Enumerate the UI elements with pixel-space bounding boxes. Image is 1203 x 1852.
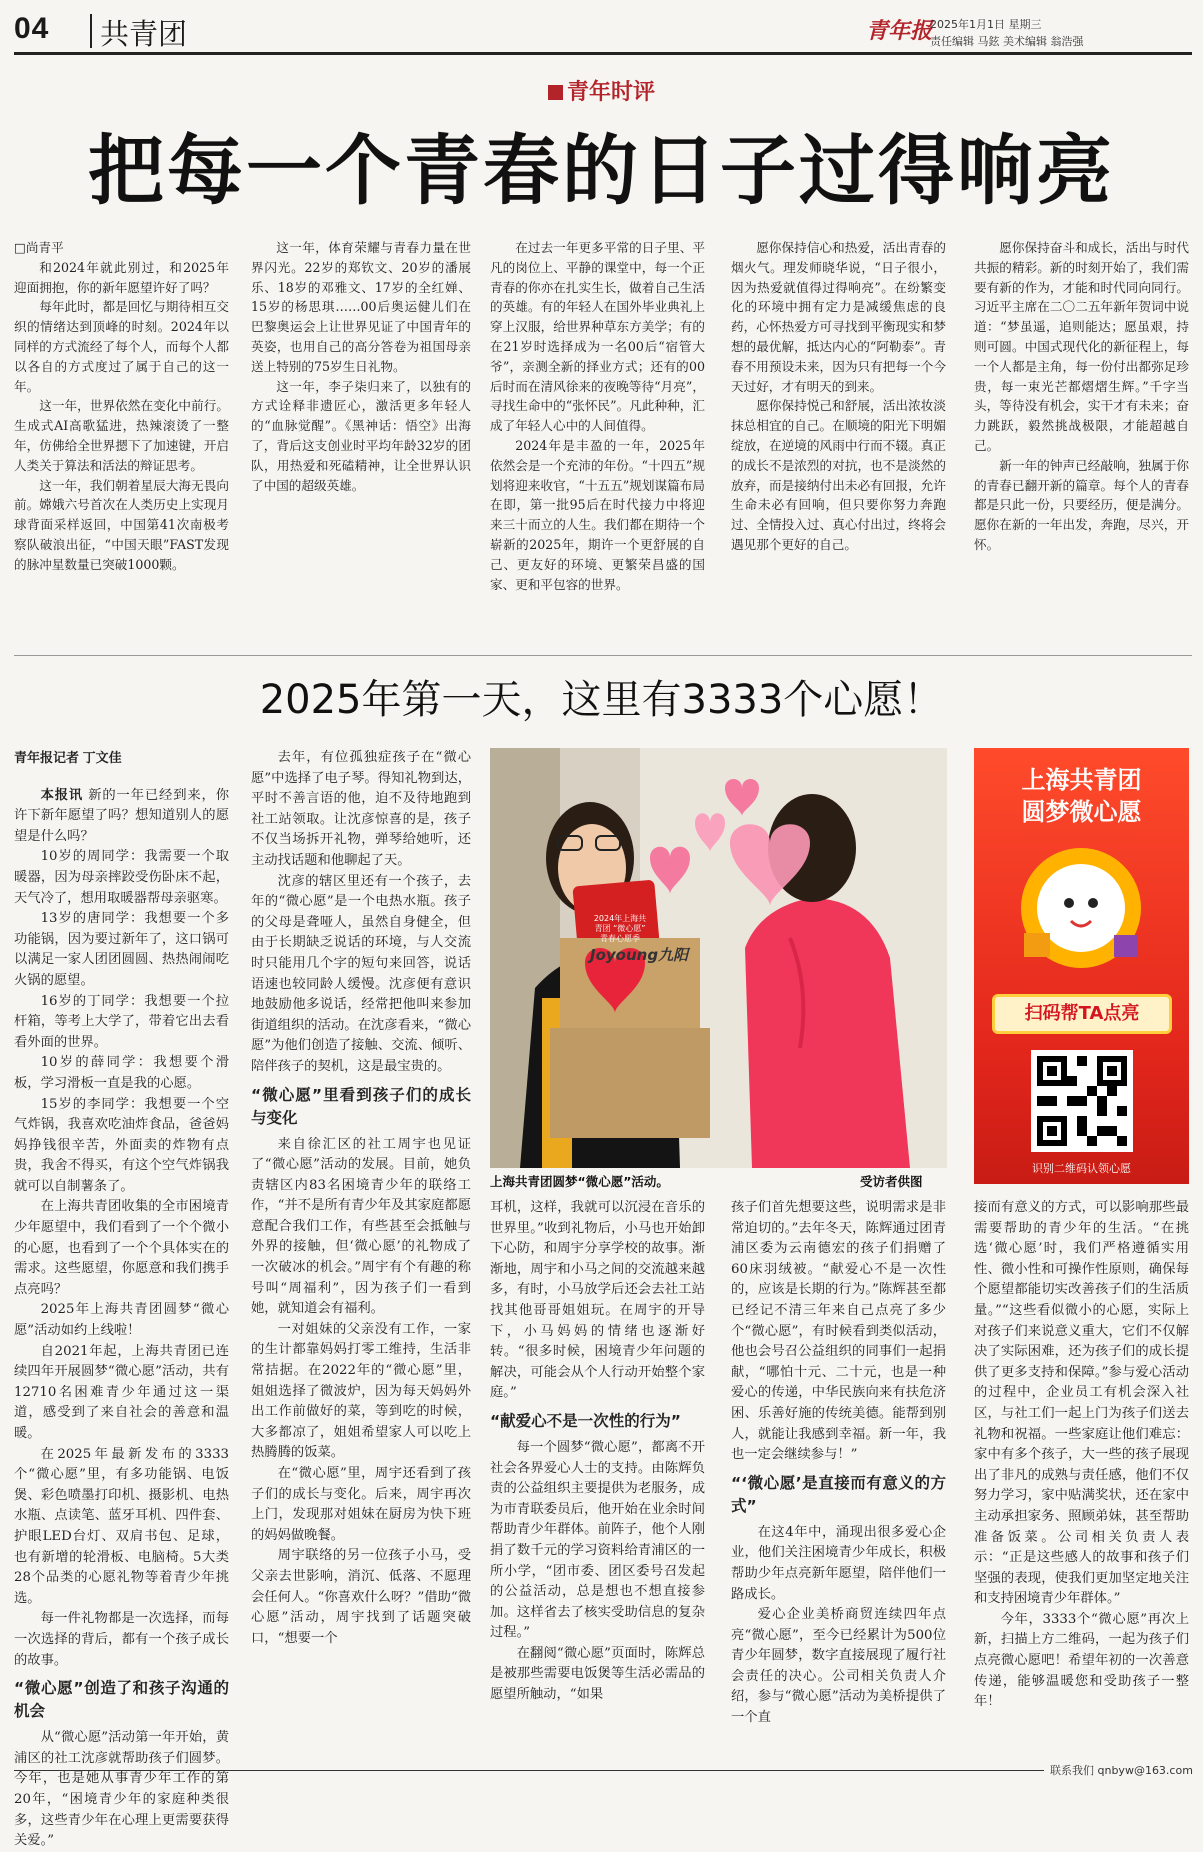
photo-illustration	[490, 748, 947, 1168]
qr-code[interactable]	[1031, 1050, 1133, 1152]
article2-subheading: “‘微心愿’是直接而有意义的方式”	[731, 1473, 946, 1515]
article2-column-2	[251, 748, 471, 1649]
article1-paragraph: 愿你保持奋斗和成长，活出与时代共振的精彩。新的时刻开始了，我们需要有新的作为，才能和时代同向同行。习近平主席在二〇二五年新年贺词中说道：“梦虽遥，追则能达；愿虽艰，持则可圆。中国式现代化的新征程上，每一个人都是主角，每一份付出都弥足珍贵，每一束光芒都熠熠生辉。”千字当头，等待没有机会，实干才有未来；奋力跳跃，毅然挑战极限，才能超越自己。	[974, 240, 1189, 453]
article2-column-5	[974, 1198, 1189, 1713]
article1-paragraph: 2024年是丰盈的一年，2025年依然会是一个充沛的年份。“十四五”规划将迎来收官，“十五五”规划谋篇布局在即，第一批95后在时代接力中将迎来三十而立的人生。我们都在期待一个崭新的2025年，期许一个更舒展的自己、更友好的环境、更繁荣昌盛的国家、更和平包容的世界。	[490, 437, 705, 592]
article2-paragraph: 自2021年起，上海共青团已连续四年开展圆梦“微心愿”活动，共有12710名困难青少年通过这一渠道，感受到了来自社会的善意和温暖。	[14, 1343, 229, 1441]
article2-paragraph: 16岁的丁同学：我想要一个拉杆箱，等考上大学了，带着它出去看看外面的世界。	[14, 993, 229, 1050]
footer-rule	[14, 1770, 1044, 1771]
page-number: 04	[14, 12, 50, 45]
article2-column-3	[490, 1198, 705, 1706]
date-line: 2025年1月1日 星期三	[930, 18, 1042, 31]
article1-paragraph: 这一年，世界依然在变化中前行。生成式AI高歌猛进，热辣滚烫了一整年，仿佛给全世界摁下了加速键，开启人类关于算法和活法的辩证思考。	[14, 398, 229, 473]
header-meta	[930, 16, 1180, 50]
box-card-text: 2024年上海共青团 “微心愿” 青春心愿季	[593, 914, 647, 943]
article2-paragraph: 10岁的薛同学：我想要个滑板，学习滑板一直是我的心愿。	[14, 1055, 229, 1091]
article1-paragraph: 这一年，体育荣耀与青春力量在世界闪光。22岁的郑钦文、20岁的潘展乐、18岁的邓雅文、17岁的全红婵、15岁的杨思琪……00后奥运健儿们在巴黎奥运会上让世界见证了中国青年的英姿，也用自己的高分答卷为祖国母亲送上特别的75岁生日礼物。	[251, 240, 471, 374]
article2-subheading: “微心愿”创造了和孩子沟通的机会	[14, 1679, 229, 1721]
article2-paragraph: 在“微心愿”里，周宇还看到了孩子们的成长与变化。后来，周宇再次上门，发现那对姐妹在厨房为快下班的妈妈做晚餐。	[251, 1466, 471, 1543]
qr-code-icon	[1037, 1056, 1127, 1146]
article2-paragraph-continued: 接而有意义的方式，可以影响那些最需要帮助的青少年的生活。“在挑选‘微心愿’时，我们严格遵循实用性、微小性和可操作性原则，确保每个愿望都能切实改善孩子们的生活质量。”“这些看似微小的心愿，实际上对孩子们来说意义重大，它们不仅解决了实际困难，还为孩子们的成长提供了更多支持和保障。”参与爱心活动的过程中，企业员工有机会深入社区，与社工们一起上门为孩子们送去礼物和祝福。一些家庭让他们难忘：家中有多个孩子，大一些的孩子展现出了非凡的成熟与责任感，他们不仅努力学习，家中贴满奖状，还在家中主动承担家务、照顾弟妹，甚至帮助准备饭菜。公司相关负责人表示：“正是这些感人的故事和孩子们坚强的表现，使我们更加坚定地关注和支持困境青少年群体。”	[974, 1200, 1189, 1607]
article2-subheading: “微心愿”里看到孩子们的成长与变化	[251, 1085, 471, 1127]
newspaper-logo: 青年报	[866, 18, 933, 44]
article1-headline: 把每一个青春的日子过得响亮	[88, 126, 1115, 215]
box-brand: Joyoung九阳	[590, 946, 689, 964]
lead-text: 新的一年已经到来，你许下新年愿望了吗？想知道别人的愿望是什么吗？	[14, 787, 230, 844]
article1-paragraph: 愿你保持悦己和舒展，活出浓妆淡抹总相宜的自己。在顺境的阳光下明媚绽放，在逆境的风雨中行而不辍。真正的成长不是浓烈的对抗，也不是淡然的放弃，而是接纳付出未必有回报，允许生命未必有回响，但只要你努力奔跑过、全情投入过、真心付出过，终将会遇见那个更好的自己。	[731, 398, 946, 552]
article2-paragraph: 爱心企业美桥商贸连续四年点亮“微心愿”，至今已经累计为500位青少年圆梦，数字直接展现了履行社会责任的决心。公司相关负责人介绍，参与“微心愿”活动为美桥提供了一个直	[731, 1607, 946, 1726]
mascot-icon	[1014, 843, 1149, 973]
reporter-byline: 青年报记者 丁文佳	[14, 750, 122, 765]
article1-column-1	[14, 238, 229, 575]
article2-paragraph: 去年，有位孤独症孩子在“微心愿”中选择了电子琴。得知礼物到达，平时不善言语的他，迫不及待地跑到社工站领取。让沈彦惊喜的是，孩子不仅当场拆开礼物，弹琴给她听，还主动找话题和他聊起了天。	[251, 750, 471, 868]
article2-paragraph-continued: 孩子们首先想要这些，说明需求是非常迫切的。”去年冬天，陈辉通过团青浦区委为云南德宏的孩子们捐赠了60床羽绒被。“献爱心不是一次性的，应该是长期的行为。”陈辉甚至都已经记不清三年来自己点亮了多少个“微心愿”，有时候看到类似活动，他也会号召公益组织的同事们一起捐献，“哪怕十元、二十元，也是一种爱心的传递，中华民族向来有扶危济困、乐善好施的传统美德。能帮到别人，就能让我感到幸福。新一年，我也一定会继续参与！”	[731, 1200, 946, 1463]
article1-paragraph: 和2024年就此别过，和2025年迎面拥抱，你的新年愿望许好了吗？	[14, 259, 229, 295]
article-divider	[14, 655, 1192, 656]
header-divider	[90, 14, 92, 48]
lead-paragraph	[14, 785, 229, 848]
qr-caption: 识别二维码认领心愿	[1032, 1162, 1131, 1175]
article1-column-2	[251, 238, 471, 495]
square-icon	[548, 85, 563, 100]
article2-paragraph-continued: 耳机，这样，我就可以沉浸在音乐的世界里。”收到礼物后，小马也开始卸下心防，和周宇分享学校的故事。渐渐地，周宇和小马之间的交流越来越多，有时，小马放学后还会去社工站找其他哥哥姐姐玩。在周宇的开导下，小马妈妈的情绪也逐渐好转。“很多时候，困境青少年问题的解决，可能会从个人行动开始整个家庭。”	[490, 1200, 705, 1401]
article2-paragraph: 15岁的李同学：我想要一个空气炸锅，我喜欢吃油炸食品，爸爸妈妈挣钱很辛苦，外面卖的炸物有点贵，我舍不得买，有这个空气炸锅我就可以自制薯条了。	[14, 1096, 229, 1194]
wish-poster[interactable]	[974, 748, 1189, 1184]
article1-paragraph: 新一年的钟声已经敲响，独属于你的青春已翻开新的篇章。每个人的青春都是只此一份，只要经历，便是满分。愿你在新的一年出发，奔跑，尽兴，开怀。	[974, 457, 1189, 552]
article2-column-1	[14, 748, 229, 1852]
dateline-label: 本报讯	[40, 786, 84, 802]
article2-paragraph: 今年，3333个“微心愿”再次上新，扫描上方二维码，一起为孩子们点亮微心愿吧！希望年初的一次善意传递，能够温暖您和受助孩子一整年！	[974, 1611, 1189, 1710]
editors-line: 责任编辑 马鉉 美术编辑 翁浩强	[930, 35, 1084, 48]
article2-paragraph: 沈彦的辖区里还有一个孩子，去年的“微心愿”是一个电热水瓶。孩子的父母是聋哑人，虽然自身健全，但由于长期缺乏说话的环境，与人交流时只能用几个字的短句来回答，说话语速也较同龄人缓慢。沈彦便有意识地鼓励他多说话，经常把他叫来参加街道组织的活动。在沈彦看来，“微心愿”为他们创造了接触、交流、倾听、陪伴孩子的契机，这是最宝贵的。	[251, 873, 471, 1074]
article2-headline: 2025年第一天，这里有3333个心愿！	[259, 677, 944, 723]
article2-paragraph: 一对姐妹的父亲没有工作，一家的生计都靠妈妈打零工维持，生活非常拮据。在2022年的“微心愿”里，姐姐选择了微波炉，因为每天妈妈外出工作前做好的菜，等到吃的时候，大多都凉了，姐姐希望家人可以吃上热腾腾的饭菜。	[251, 1321, 471, 1461]
article2-paragraph: 周宇联络的另一位孩子小马，受父亲去世影响，消沉、低落、不愿理会任何人。“你喜欢什么呀？”借助“微心愿”活动，周宇找到了话题突破口，“想要一个	[251, 1548, 471, 1646]
article2-paragraph: 在翻阅“微心愿”页面时，陈辉总是被那些需要电饭煲等生活必需品的愿望所触动，“如果	[490, 1645, 705, 1703]
section-name: 共青团	[100, 17, 188, 51]
article2-paragraph: 2025年上海共青团圆梦“微心愿”活动如约上线啦！	[14, 1302, 229, 1339]
article2-paragraph: 每一个圆梦“微心愿”，都离不开社会各界爱心人士的支持。由陈辉负责的公益组织主要提供为老服务，成为市青联委员后，他开始在业余时间帮助青少年群体。前阵子，他个人刚捐了数千元的学习资料给青浦区的一所小学，“团市委、团区委号召发起的公益活动，总是想也不想直接参加。这样省去了核实受助信息的复杂过程。”	[490, 1439, 705, 1641]
article2-paragraph: 在2025年最新发布的3333个“微心愿”里，有多功能锅、电饭煲、彩色喷墨打印机、摄影机、电热水瓶、点读笔、蓝牙耳机、四件套、护眼LED台灯、双肩书包、足球，也有新增的轮滑板、电脑椅。5大类28个品类的心愿礼物等着青少年挑选。	[14, 1446, 229, 1606]
article1-column-5	[974, 238, 1189, 555]
article2-subheading: “献爱心不是一次性的行为”	[490, 1411, 681, 1430]
article1-column-3	[490, 238, 705, 594]
article2-column-4	[731, 1198, 946, 1729]
article2-paragraph: 从“微心愿”活动第一年开始，黄浦区的社工沈彦就帮助孩子们圆梦。今年，也是她从事青少年工作的第20年，“困境青少年的家庭种类很多，这些青少年在心理上更需要获得关爱。”	[14, 1730, 229, 1849]
scan-button[interactable]: 扫码帮TA点亮	[992, 994, 1172, 1034]
article1-paragraph: 每年此时，都是回忆与期待相互交织的情绪达到顶峰的时刻。2024年以同样的方式流经了每个人，而每个人都以各自的方式度过了属于自己的这一年。	[14, 299, 229, 394]
article1-paragraph: 在过去一年更多平常的日子里、平凡的岗位上、平静的课堂中，每一个正青春的你亦在扎实生长，做着自己生活的英雄。有的年轻人在国外毕业典礼上穿上汉服，给世界种草东方美学；有的在21岁时选择成为一名00后“宿管大爷”，亲测全新的择业方式；还有的00后时而在清风徐来的夜晚等待“月亮”，寻找生命中的“张怀民”。凡此种种，汇成了年轻人心中的人间值得。	[490, 240, 705, 434]
article2-paragraph: 13岁的唐同学：我想要一个多功能锅，因为要过新年了，这口锅可以满足一家人团团圆圆、热热闹闹吃火锅的愿望。	[14, 911, 229, 988]
article1-paragraph: 这一年，李子柒归来了，以独有的方式诠释非遗匠心，激活更多年轻人的“血脉觉醒”。《黑神话：悟空》出海了，背后这支创业时平均年龄32岁的团队，用热爱和死磕精神，让全世界认识了中国的超级英雄。	[251, 378, 471, 493]
article2-paragraph: 在上海共青团收集的全市困境青少年愿望中，我们看到了一个个微小的心愿，也看到了一个个具体实在的需求。这些愿望，你愿意和我们携手点亮吗？	[14, 1199, 229, 1297]
photo-credit: 受访者供图	[860, 1174, 923, 1189]
article2-paragraph: 10岁的周同学：我需要一个取暖器，因为母亲摔跤受伤卧床不起，天气冷了，想用取暖器帮母亲驱寒。	[14, 849, 229, 906]
article2-paragraph: 在这4年中，涌现出很多爱心企业，他们关注困境青少年成长，积极帮助少年点亮新年愿望，陪伴他们一路成长。	[731, 1524, 946, 1602]
footer-contact: 联系我们 qnbyw@163.com	[1050, 1764, 1193, 1777]
poster-title: 上海共青团 圆梦微心愿	[1021, 766, 1142, 826]
photo-caption: 上海共青团圆梦“微心愿”活动。	[490, 1174, 669, 1189]
header-rule	[14, 52, 1192, 55]
event-photo	[490, 748, 947, 1168]
column-kicker: 青年时评	[0, 75, 1203, 106]
article2-paragraph: 每一件礼物都是一次选择，而每一次选择的背后，都有一个孩子成长的故事。	[14, 1611, 229, 1668]
article2-paragraph: 来自徐汇区的社工周宇也见证了“微心愿”活动的发展。目前，她负责辖区内83名困境青少年的联络工作，“并不是所有青少年及其家庭都愿意配合我们工作，有些甚至会抵触与外界的接触，但‘微心愿’的礼物成了一次破冰的机会。”周宇有个有趣的称号叫“周福利”，因为孩子们一看到她，就知道会有福利。	[251, 1136, 471, 1317]
author-byline: □尚青平	[14, 240, 64, 255]
article1-column-4	[731, 238, 946, 555]
article1-paragraph: 愿你保持信心和热爱，活出青春的烟火气。理发师晓华说，“日子很小，因为热爱就值得过得响亮”。在纷繁变化的环境中拥有定力是减缓焦虑的良药，心怀热爱方可寻找到平衡现实和梦想的最优解，抵达内心的“阿勒泰”。青春不用预设未来，因为只有把每一个今天过好，才有明天的到来。	[731, 240, 946, 394]
article1-paragraph: 这一年，我们朝着星辰大海无畏向前。嫦娥六号首次在人类历史上实现月球背面采样返回，中国第41次南极考察队破浪出征，“中国天眼”FAST发现的脉冲星数量已突破1000颗。	[14, 477, 229, 572]
